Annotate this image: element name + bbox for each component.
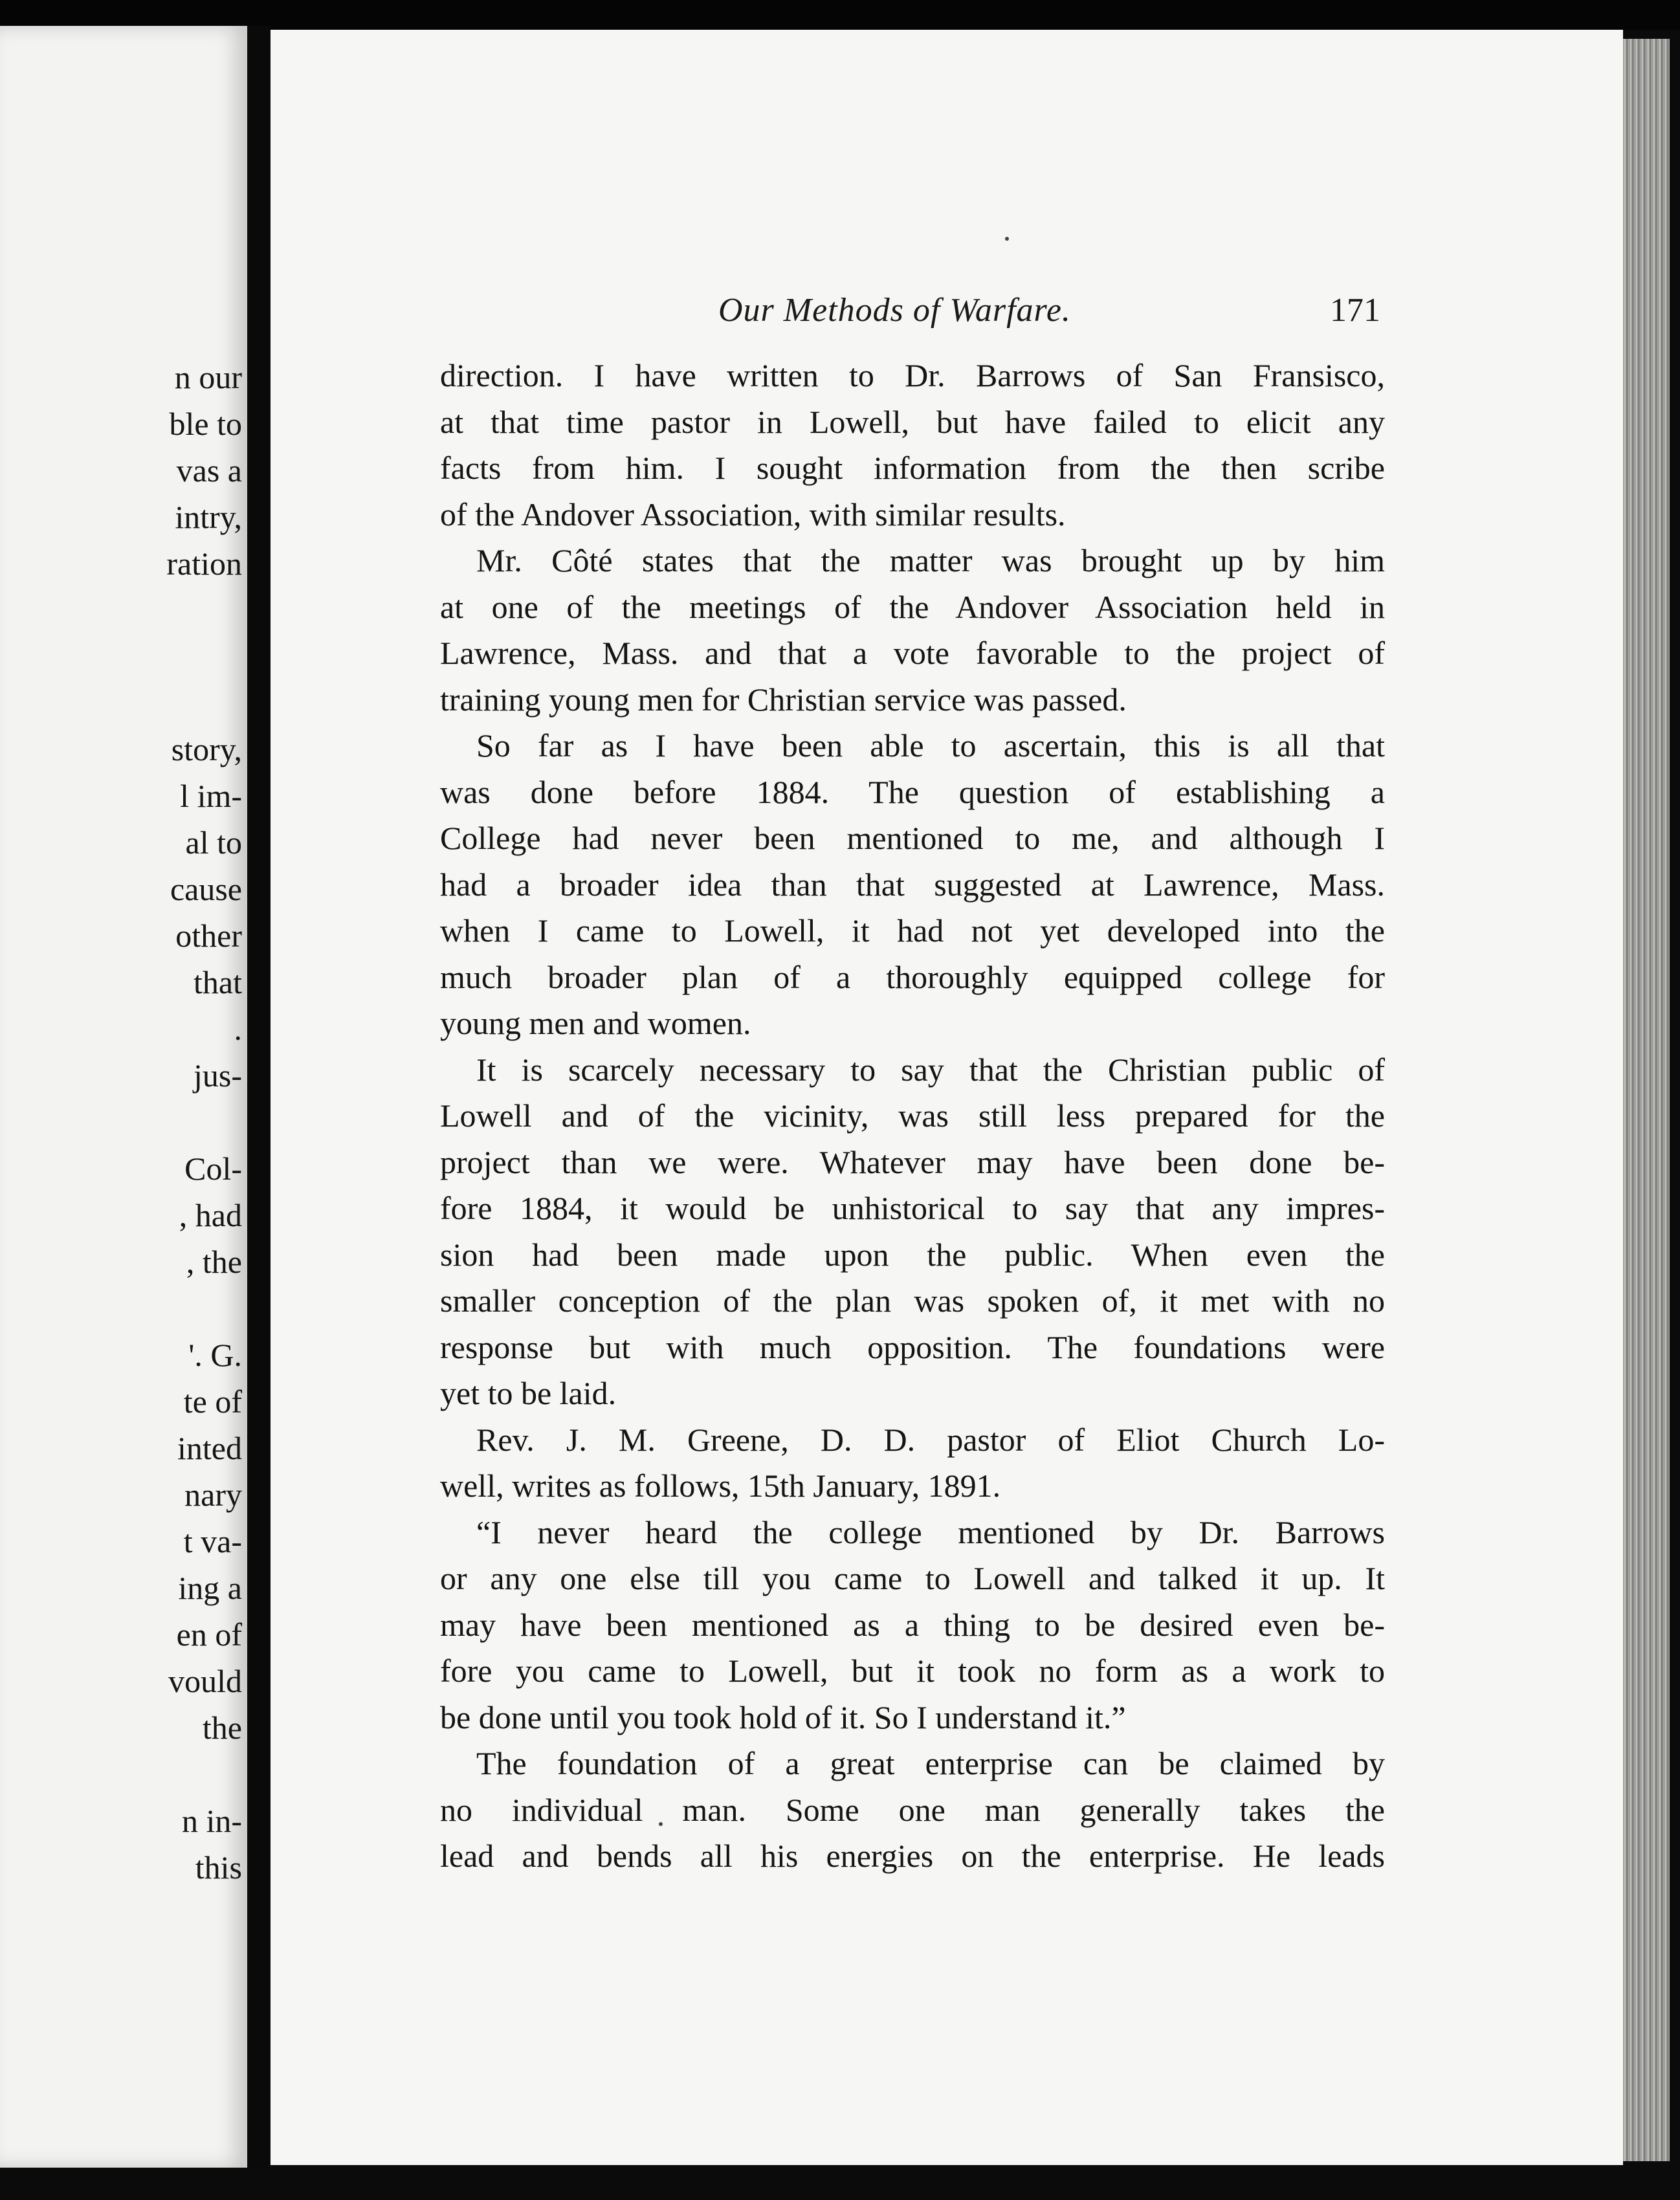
- page-stack-edge: [1623, 39, 1670, 2161]
- text-line: young men and women.: [440, 1005, 751, 1041]
- body-text: [440, 353, 1385, 1880]
- book-gutter: [247, 26, 271, 2168]
- text-line: response but with much opposition. The foundations were: [440, 1328, 1385, 1365]
- left-fragment: this: [195, 1849, 242, 1886]
- left-fragment: n our: [174, 359, 242, 395]
- text-line: when I came to Lowell, it had not yet developed into the: [440, 912, 1385, 949]
- text-line: College had never been mentioned to me, and although I: [440, 820, 1385, 856]
- left-fragment: ble to: [169, 406, 242, 442]
- left-fragment: , the: [186, 1244, 242, 1280]
- text-line: The foundation of a great enterprise can be claimed by: [476, 1745, 1385, 1781]
- left-fragment: the: [202, 1710, 242, 1746]
- text-line: fore 1884, it would be unhistorical to say that any impres-: [440, 1190, 1385, 1226]
- text-line: fore you came to Lowell, but it took no form as a work to: [440, 1653, 1385, 1689]
- page-number: 171: [1330, 292, 1380, 329]
- left-fragment: story,: [171, 731, 242, 767]
- text-line: was done before 1884. The question of establishing a: [440, 773, 1385, 810]
- left-fragment: , had: [179, 1197, 242, 1233]
- text-line: at one of the meetings of the Andover Association held in: [440, 588, 1385, 625]
- left-fragment: ing a: [178, 1570, 242, 1606]
- text-line: sion had been made upon the public. When even the: [440, 1236, 1385, 1273]
- left-fragment: inted: [177, 1430, 242, 1466]
- left-fragment: jus-: [193, 1057, 242, 1094]
- left-fragment: intry,: [175, 499, 242, 535]
- text-line: at that time pastor in Lowell, but have failed to elicit any: [440, 403, 1385, 440]
- text-line: no individual man. Some one man generally takes the: [440, 1791, 1385, 1828]
- text-line: or any one else till you came to Lowell and talked it up. It: [440, 1560, 1385, 1596]
- text-line: may have been mentioned as a thing to be desired even be-: [440, 1606, 1385, 1643]
- left-fragment: '. G.: [188, 1337, 242, 1373]
- left-fragment: ration: [166, 545, 242, 582]
- text-line: had a broader idea than that suggested at Lawrence, Mass.: [440, 866, 1385, 903]
- left-fragment: l im-: [180, 778, 242, 814]
- text-line: well, writes as follows, 15th January, 1891.: [440, 1468, 1001, 1504]
- left-fragment: en of: [176, 1616, 242, 1653]
- text-line: “I never heard the college mentioned by Dr. Barrows: [476, 1513, 1385, 1550]
- text-line: facts from him. I sought information from the then scribe: [440, 450, 1385, 486]
- left-fragment: that: [193, 964, 242, 1000]
- text-line: So far as I have been able to ascertain, this is all that: [476, 727, 1385, 764]
- left-fragment: vas a: [176, 452, 242, 489]
- text-line: be done until you took hold of it. So I understand it.”: [440, 1699, 1126, 1735]
- text-line: much broader plan of a thoroughly equipped college for: [440, 958, 1385, 995]
- page-speck: [1005, 237, 1009, 241]
- text-line: Lawrence, Mass. and that a vote favorable to the project of: [440, 635, 1385, 671]
- text-line: Mr. Côté states that the matter was brought up by him: [476, 542, 1385, 578]
- left-page: [0, 26, 247, 2168]
- left-fragment: al to: [185, 824, 242, 861]
- text-line: training young men for Christian service was passed.: [440, 681, 1127, 718]
- left-fragment: cause: [170, 871, 242, 907]
- text-line: Lowell and of the vicinity, was still less prepared for the: [440, 1097, 1385, 1134]
- text-line: direction. I have written to Dr. Barrows of San Fransisco,: [440, 357, 1385, 393]
- left-fragment: t va-: [183, 1523, 242, 1559]
- text-line: smaller conception of the plan was spoken of, it met with no: [440, 1282, 1385, 1319]
- text-line: project than we were. Whatever may have been done be-: [440, 1143, 1385, 1180]
- text-line: yet to be laid.: [440, 1375, 617, 1411]
- text-line: lead and bends all his energies on the enterprise. He leads: [440, 1838, 1385, 1874]
- left-fragment: Col-: [184, 1150, 242, 1187]
- text-line: of the Andover Association, with similar results.: [440, 496, 1066, 533]
- left-fragment: vould: [168, 1663, 242, 1699]
- text-line: It is scarcely necessary to say that the Christian public of: [476, 1051, 1385, 1088]
- running-title: Our Methods of Warfare.: [718, 292, 1071, 329]
- text-line: Rev. J. M. Greene, D. D. pastor of Eliot Church Lo-: [476, 1421, 1385, 1458]
- left-fragment: .: [234, 1011, 242, 1047]
- left-fragment: te of: [183, 1383, 242, 1420]
- left-fragment: n in-: [181, 1803, 242, 1839]
- left-fragment: nary: [184, 1477, 242, 1513]
- left-fragment: other: [175, 918, 242, 954]
